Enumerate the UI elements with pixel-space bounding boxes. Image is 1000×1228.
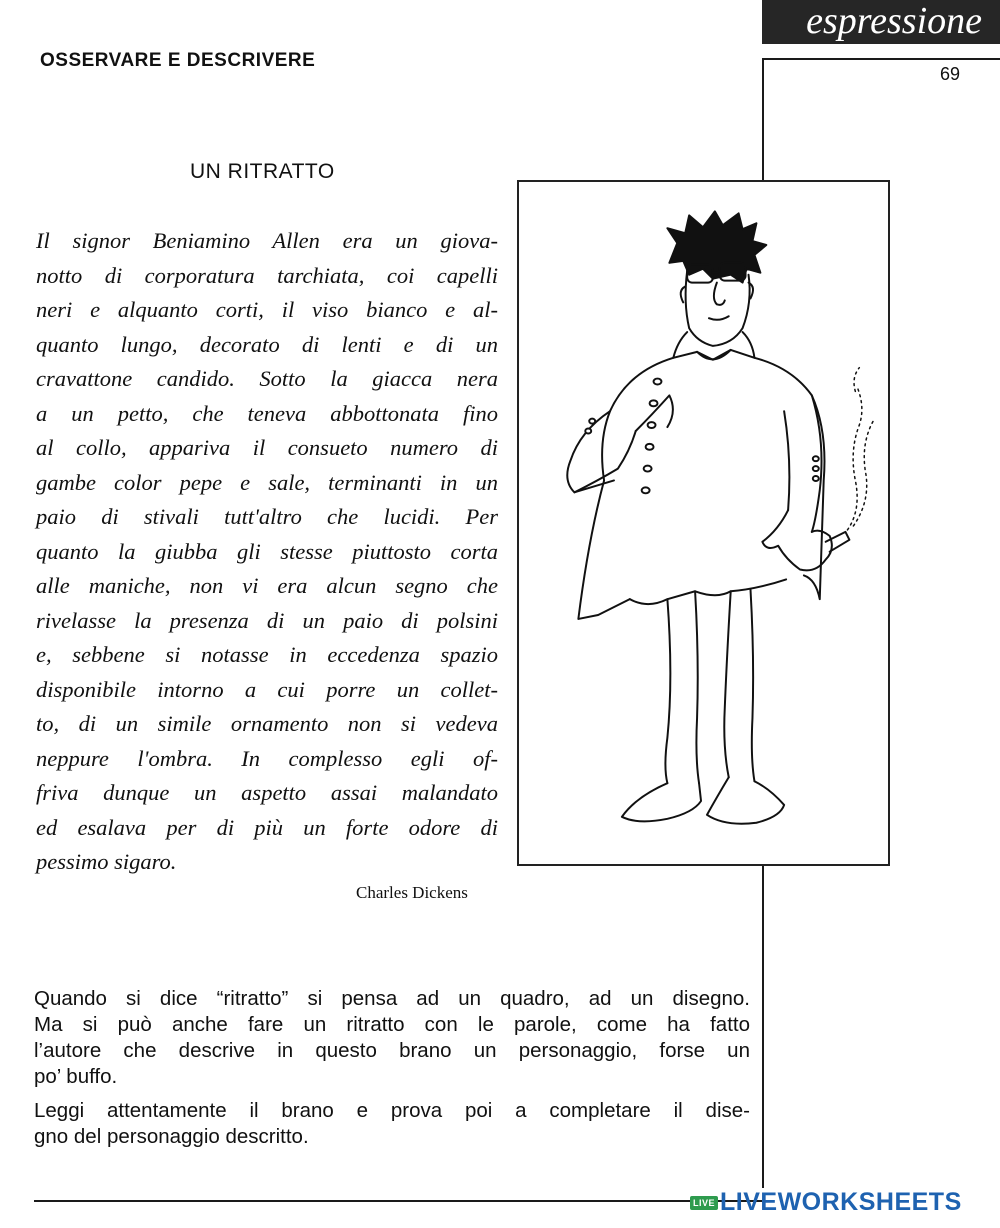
passage-line: alle maniche, non vi era alcun segno che: [36, 573, 498, 598]
chapter-tag: espressione: [762, 0, 1000, 44]
passage-line: neppure l'ombra. In complesso egli of-: [36, 745, 498, 771]
instructions-line: Leggi attentamente il brano e prova poi a completare il dise-: [34, 1099, 750, 1122]
instructions-line: po’ buffo.: [34, 1065, 118, 1088]
instructions-line: Ma si può anche fare un ritratto con le parole, come ha fatto: [34, 1013, 750, 1036]
passage-line: quanto la giubba gli stesse piuttosto corta: [36, 538, 498, 564]
instructions-paragraph: [34, 1098, 750, 1150]
passage-line: paio di stivali tutt'altro che lucidi. Per: [36, 504, 498, 529]
passage-line: to, di un simile ornamento non si vedeva: [36, 711, 498, 736]
passage-line: Il signor Beniamino Allen era un giova-: [36, 228, 498, 253]
story-title: UN RITRATTO: [190, 160, 335, 183]
bottom-rule: [34, 1200, 762, 1202]
instructions: [34, 986, 750, 1158]
passage-line: notto di corporatura tarchiata, coi capelli: [36, 262, 498, 288]
passage-line: disponibile intorno a cui porre un collet-: [36, 676, 498, 702]
instructions-line: Quando si dice “ritratto” si pensa ad un quadro, ad un disegno.: [34, 987, 750, 1010]
instructions-line: gno del personaggio descritto.: [34, 1125, 309, 1148]
passage-line: pessimo sigaro.: [36, 849, 177, 874]
passage-line: gambe color pepe e sale, terminanti in un: [36, 469, 498, 495]
passage-line: a un petto, che teneva abbottonata fino: [36, 400, 498, 426]
passage-line: al collo, appariva il consueto numero di: [36, 435, 498, 460]
cartoon-man-smoking-cigar-icon: [519, 182, 888, 864]
passage-line: rivelasse la presenza di un paio di polsini: [36, 607, 498, 633]
passage-line: quanto lungo, decorato di lenti e di un: [36, 331, 498, 357]
page-number: 69: [940, 64, 961, 84]
section-label: OSSERVARE E DESCRIVERE: [40, 50, 316, 71]
passage-line: neri e alquanto corti, il viso bianco e al-: [36, 297, 498, 322]
story-passage: [36, 224, 498, 880]
liveworksheets-watermark[interactable]: [690, 1188, 962, 1217]
passage-line: ed esalava per di più un forte odore di: [36, 814, 498, 840]
passage-line: friva dunque un aspetto assai malandato: [36, 780, 498, 805]
top-rule: [762, 58, 1000, 60]
instructions-line: l’autore che descrive in questo brano un personaggio, forse un: [34, 1039, 750, 1062]
instructions-paragraph: [34, 986, 750, 1090]
author-credit: Charles Dickens: [356, 883, 468, 902]
passage-line: cravattone candido. Sotto la giacca nera: [36, 366, 498, 391]
passage-line: e, sebbene si notasse in eccedenza spazio: [36, 642, 498, 667]
illustration-frame: [517, 180, 890, 866]
watermark-text: LIVEWORKSHEETS: [720, 1188, 962, 1216]
watermark-badge: LIVE: [690, 1196, 718, 1210]
